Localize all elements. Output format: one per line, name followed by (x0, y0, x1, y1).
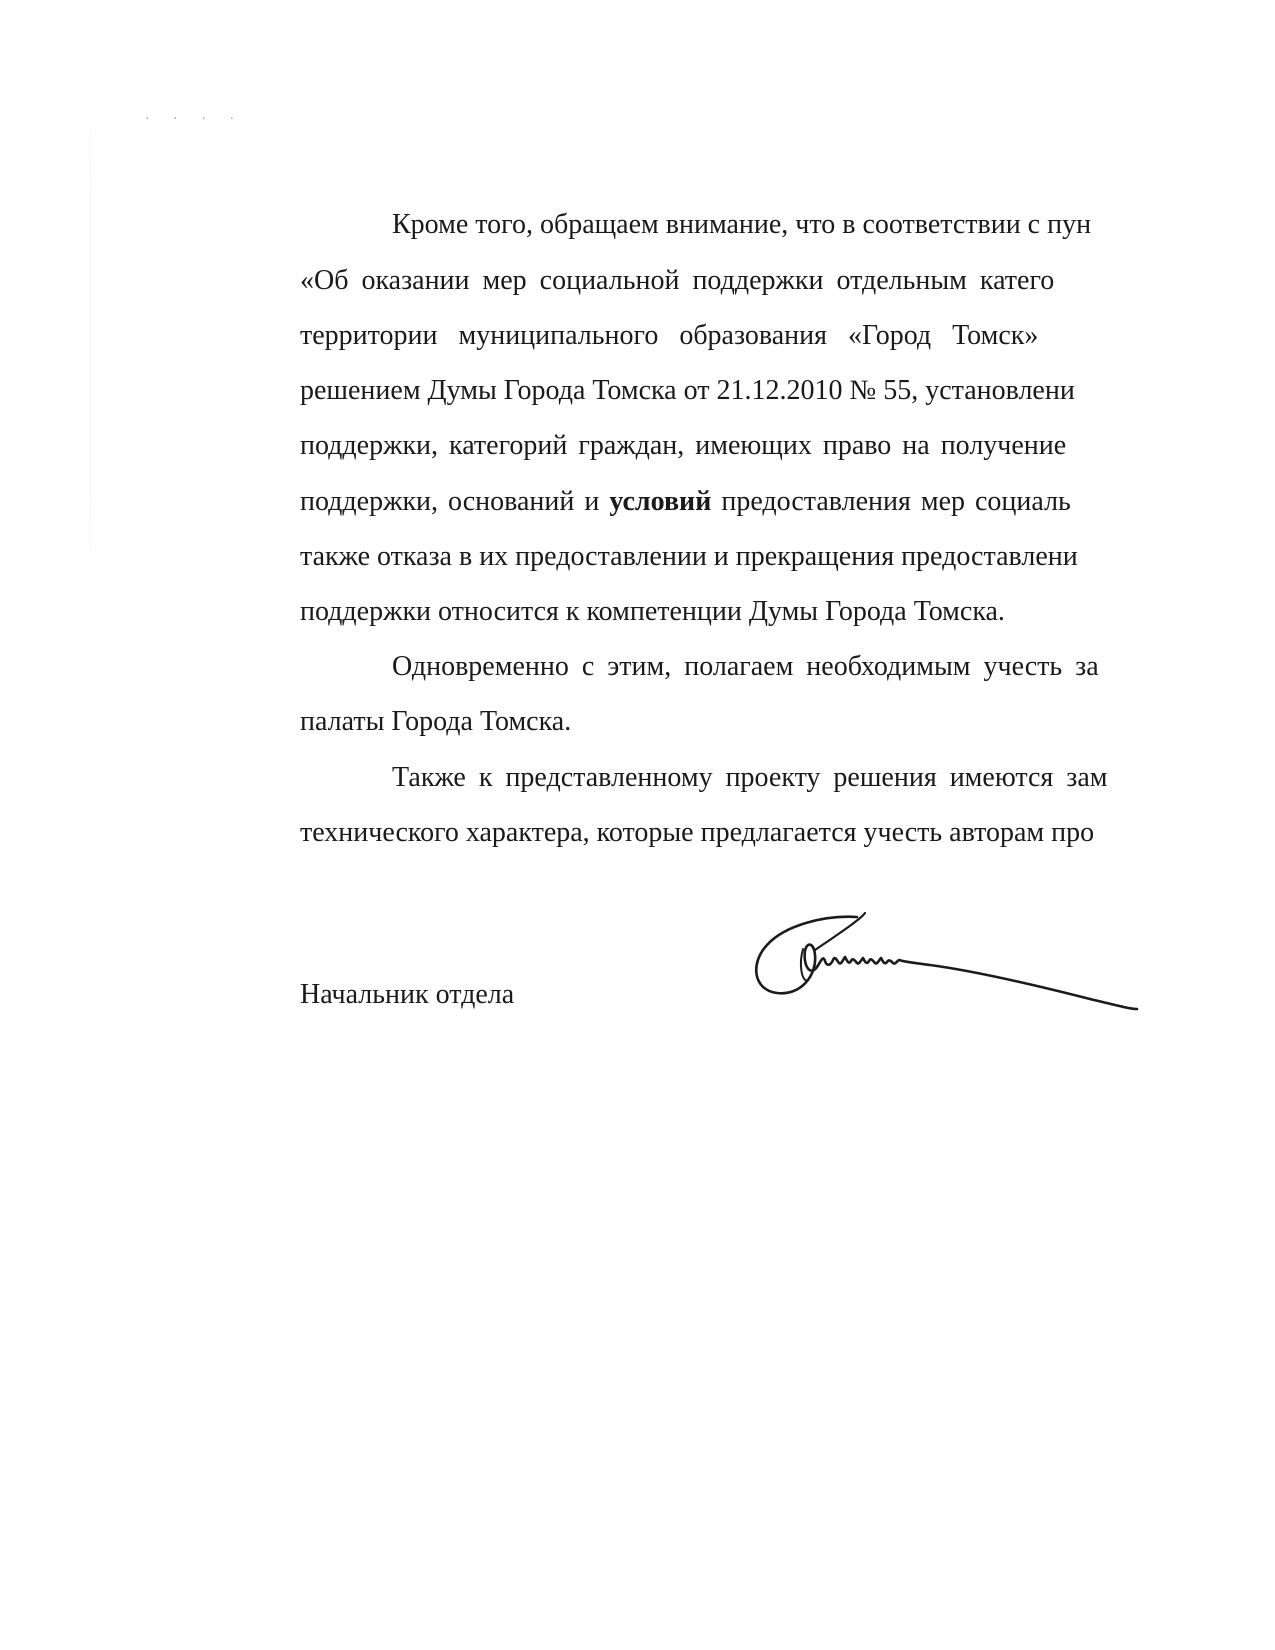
line-6-bold-word: условий (609, 486, 712, 517)
paragraph-1-line-7: также отказа в их предоставлении и прекращения предоставлени (300, 541, 1078, 572)
paragraph-3-line-1: Также к представленному проекту решения имеются зам (392, 762, 1108, 793)
paragraph-3-line-2: технического характера, которые предлагается учесть авторам про (300, 817, 1095, 848)
paragraph-2-line-2: палаты Города Томска. (300, 706, 572, 737)
line-6-text-a: поддержки, оснований и (300, 486, 610, 517)
paragraph-2-line-1: Одновременно с этим, полагаем необходимым учесть за (392, 651, 1099, 682)
paragraph-1-line-1: Кроме того, обращаем внимание, что в соответствии с пун (392, 209, 1092, 240)
paragraph-1-line-2: «Об оказании мер социальной поддержки отдельным катего (300, 265, 1055, 296)
paragraph-1-line-4: решением Думы Города Томска от 21.12.2010 № 55, установлени (300, 375, 1075, 406)
scan-marks: · · · · (145, 112, 245, 127)
line-6-text-b: предоставления мер социаль (711, 486, 1071, 517)
document-body (300, 205, 1275, 855)
paragraph-1-line-6 (300, 482, 1071, 522)
scan-edge (90, 90, 91, 590)
signature-label: Начальник отдела (300, 979, 515, 1010)
paragraph-1-line-8: поддержки относится к компетенции Думы Города Томска. (300, 596, 1005, 627)
paragraph-1-line-3: территории муниципального образования «Город Томск» (300, 320, 1039, 351)
paragraph-1-line-5: поддержки, категорий граждан, имеющих право на получение (300, 430, 1067, 461)
handwritten-signature (745, 905, 1145, 1020)
